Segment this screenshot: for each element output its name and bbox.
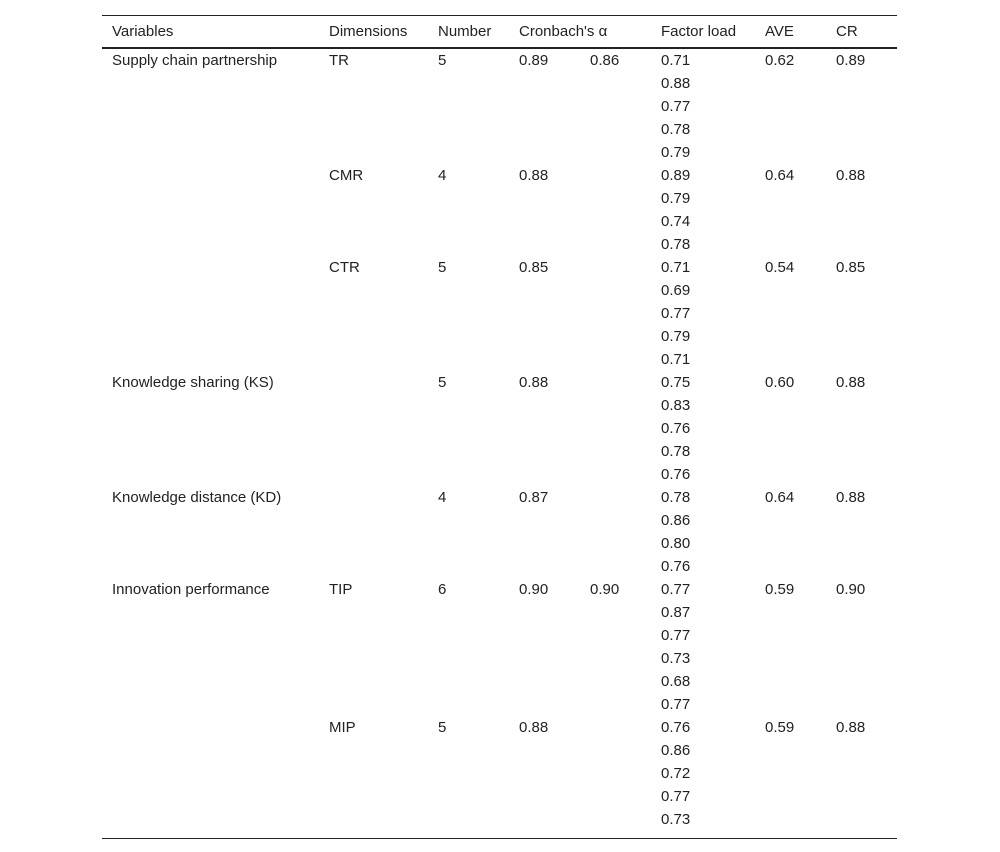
alpha-cell: 0.88: [519, 167, 549, 184]
header-rule: [102, 47, 897, 49]
factor-load-cell: 0.77: [661, 305, 691, 322]
factor-load-cell: 0.71: [661, 351, 691, 368]
ave-cell: 0.59: [765, 581, 795, 598]
factor-load-cell: 0.76: [661, 558, 691, 575]
number-cell: 5: [438, 719, 447, 736]
factor-load-cell: 0.77: [661, 788, 691, 805]
cr-cell: 0.88: [836, 167, 866, 184]
cr-cell: 0.85: [836, 259, 866, 276]
alpha-cell: 0.88: [519, 719, 549, 736]
factor-load-cell: 0.77: [661, 627, 691, 644]
header-cell: Number: [438, 23, 492, 40]
factor-load-cell: 0.77: [661, 581, 691, 598]
number-cell: 5: [438, 259, 447, 276]
factor-load-cell: 0.73: [661, 811, 691, 828]
header-cell: Factor load: [661, 23, 737, 40]
header-cell: CR: [836, 23, 858, 40]
cr-cell: 0.88: [836, 374, 866, 391]
header-cell: AVE: [765, 23, 794, 40]
factor-load-cell: 0.79: [661, 190, 691, 207]
variable-cell: Supply chain partnership: [112, 52, 278, 69]
alpha-cell: 0.85: [519, 259, 549, 276]
number-cell: 4: [438, 167, 447, 184]
header-cell: Variables: [112, 23, 174, 40]
ave-cell: 0.54: [765, 259, 795, 276]
factor-load-cell: 0.79: [661, 328, 691, 345]
variable-cell: Knowledge distance (KD): [112, 489, 282, 506]
factor-load-cell: 0.78: [661, 121, 691, 138]
results-table: [102, 15, 897, 839]
factor-load-cell: 0.75: [661, 374, 691, 391]
cr-cell: 0.89: [836, 52, 866, 69]
number-cell: 4: [438, 489, 447, 506]
factor-load-cell: 0.86: [661, 742, 691, 759]
factor-load-cell: 0.76: [661, 466, 691, 483]
variable-cell: Knowledge sharing (KS): [112, 374, 274, 391]
factor-load-cell: 0.80: [661, 535, 691, 552]
dimension-cell: CMR: [329, 167, 364, 184]
factor-load-cell: 0.79: [661, 144, 691, 161]
alpha-cell: 0.89: [519, 52, 549, 69]
ave-cell: 0.59: [765, 719, 795, 736]
factor-load-cell: 0.71: [661, 259, 691, 276]
cr-cell: 0.88: [836, 489, 866, 506]
factor-load-cell: 0.76: [661, 719, 691, 736]
number-cell: 6: [438, 581, 447, 598]
factor-load-cell: 0.78: [661, 443, 691, 460]
variable-cell: Innovation performance: [112, 581, 270, 598]
factor-load-cell: 0.76: [661, 420, 691, 437]
dimension-cell: TIP: [329, 581, 353, 598]
alpha-cell: 0.90: [519, 581, 549, 598]
alpha-cell: 0.88: [519, 374, 549, 391]
dimension-cell: CTR: [329, 259, 360, 276]
alpha-cell: 0.87: [519, 489, 549, 506]
ave-cell: 0.62: [765, 52, 795, 69]
factor-load-cell: 0.73: [661, 650, 691, 667]
alpha-total-cell: 0.86: [590, 52, 620, 69]
factor-load-cell: 0.88: [661, 75, 691, 92]
ave-cell: 0.64: [765, 167, 795, 184]
header-cell: Dimensions: [329, 23, 408, 40]
dimension-cell: MIP: [329, 719, 356, 736]
factor-load-cell: 0.74: [661, 213, 691, 230]
factor-load-cell: 0.78: [661, 236, 691, 253]
ave-cell: 0.64: [765, 489, 795, 506]
factor-load-cell: 0.71: [661, 52, 691, 69]
cr-cell: 0.88: [836, 719, 866, 736]
factor-load-cell: 0.89: [661, 167, 691, 184]
factor-load-cell: 0.87: [661, 604, 691, 621]
number-cell: 5: [438, 374, 447, 391]
dimension-cell: TR: [329, 52, 349, 69]
factor-load-cell: 0.77: [661, 98, 691, 115]
factor-load-cell: 0.86: [661, 512, 691, 529]
number-cell: 5: [438, 52, 447, 69]
cr-cell: 0.90: [836, 581, 866, 598]
factor-load-cell: 0.69: [661, 282, 691, 299]
ave-cell: 0.60: [765, 374, 795, 391]
alpha-total-cell: 0.90: [590, 581, 620, 598]
header-cell: Cronbach's α: [519, 23, 608, 40]
factor-load-cell: 0.77: [661, 696, 691, 713]
factor-load-cell: 0.83: [661, 397, 691, 414]
factor-load-cell: 0.78: [661, 489, 691, 506]
factor-load-cell: 0.72: [661, 765, 691, 782]
factor-load-cell: 0.68: [661, 673, 691, 690]
